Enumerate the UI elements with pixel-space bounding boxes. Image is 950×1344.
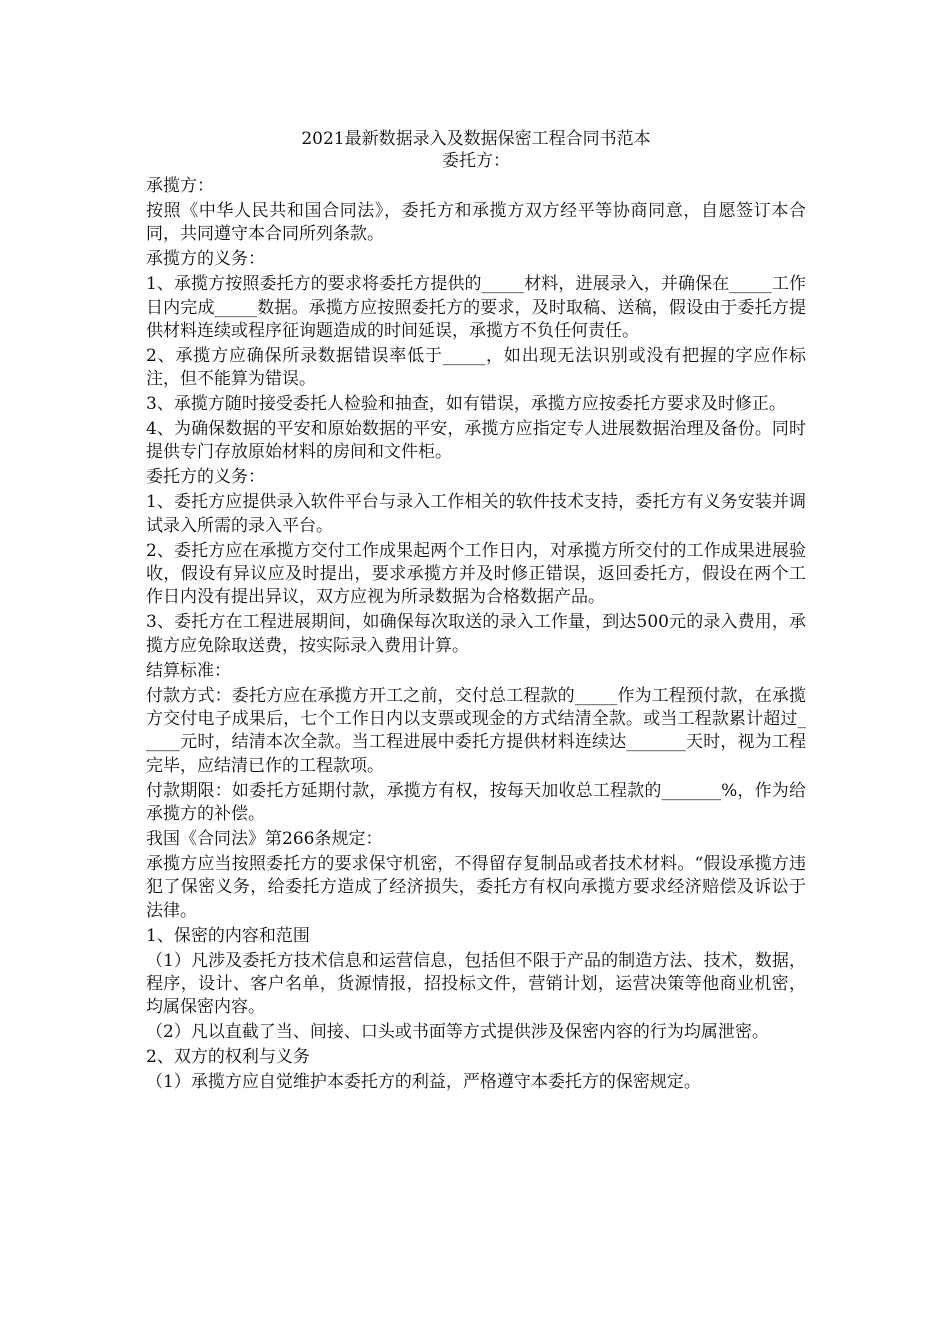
paragraph-preamble: 按照《中华人民共和国合同法》，委托方和承揽方双方经平等协商同意，自愿签订本合同，共同遵守本合同所列条款。	[146, 200, 806, 245]
paragraph-contractor-duty-1: 1、承揽方按照委托方的要求将委托方提供的_____材料，进展录入，并确保在_____工作日内完成_____数据。承揽方应按照委托方的要求，及时取稿、送稿，假设由于委托方提供材料连续或程序征询题造成的时间延误，承揽方不负任何责任。	[146, 274, 806, 341]
paragraph-client-duty-2: 2、委托方应在承揽方交付工作成果起两个工作日内，对承揽方所交付的工作成果进展验收，假设有异议应及时提出，要求承揽方并及时修正错误，返回委托方，假设在两个工作日内没有提出异议，双方应视为所录数据为合格数据产品。	[146, 540, 806, 608]
paragraph-contractor-duty-3: 3、承揽方随时接受委托人检验和抽查，如有错误，承揽方应按委托方要求及时修正。	[146, 394, 786, 415]
heading-rights-duties: 2、双方的权利与义务	[146, 1047, 310, 1068]
heading-contractor-duties: 承揽方的义务：	[146, 249, 265, 270]
heading-contract-law: 我国《合同法》第266条规定：	[146, 828, 383, 849]
document-title: 2021最新数据录入及数据保密工程合同书范本	[301, 129, 651, 149]
paragraph-client-duty-3: 3、委托方在工程进展期间，如确保每次取送的录入工作量，到达500元的录入费用，承揽方应免除取送费，按实际录入费用计算。	[146, 612, 806, 656]
heading-client-duties: 委托方的义务：	[146, 467, 265, 488]
paragraph-contractor-label: 承揽方：	[146, 176, 214, 196]
paragraph-payment-term: 付款期限：如委托方延期付款，承揽方有权，按每天加收总工程款的_______%，作为给承揽方的补偿。	[146, 780, 806, 825]
paragraph-client-duty-1: 1、委托方应提供录入软件平台与录入工作相关的软件技术支持，委托方有义务安装并调试录入所需的录入平台。	[146, 492, 806, 536]
paragraph-confidentiality-rule: 承揽方应当按照委托方的要求保守机密，不得留存复制品或者技术材料。“假设承揽方违犯了保密义务，给委托方造成了经济损失，委托方有权向承揽方要求经济赔偿及诉讼于法律。	[146, 853, 806, 921]
paragraph-contractor-duty-2: 2、承揽方应确保所录数据错误率低于_____，如出现无法识别或没有把握的字应作标注，但不能算为错误。	[146, 345, 806, 390]
paragraph-scope-1: （1）凡涉及委托方技术信息和运营信息，包括但不限于产品的制造方法、技术，数据，程序，设计、客户名单，货源情报，招投标文件，营销计划，运营决策等他商业机密，均属保密内容。	[146, 950, 806, 1018]
paragraph-contractor-duty-4: 4、为确保数据的平安和原始数据的平安，承揽方应指定专人进展数据治理及备份。同时提供专门存放原始材料的房间和文件柜。	[146, 419, 806, 463]
heading-confidential-scope: 1、保密的内容和范围	[146, 925, 310, 946]
paragraph-rights-1: （1）承揽方应自觉维护本委托方的利益，严格遵守本委托方的保密规定。	[146, 1072, 701, 1093]
document-body	[146, 175, 806, 1094]
document-subtitle: 委托方：	[442, 151, 510, 171]
heading-settlement: 结算标准：	[146, 660, 231, 681]
paragraph-payment-method: 付款方式：委托方应在承揽方开工之前，交付总工程款的_____作为工程预付款，在承揽方交付电子成果后，七个工作日内以支票或现金的方式结清全款。或当工程款累计超过_____元时，结清本次全款。当工程进展中委托方提供材料连续达_______天时，视为工程完毕，应结清已作的工程款项。	[146, 685, 806, 776]
paragraph-scope-2: （2）凡以直截了当、间接、口头或书面等方式提供涉及保密内容的行为均属泄密。	[146, 1022, 769, 1043]
